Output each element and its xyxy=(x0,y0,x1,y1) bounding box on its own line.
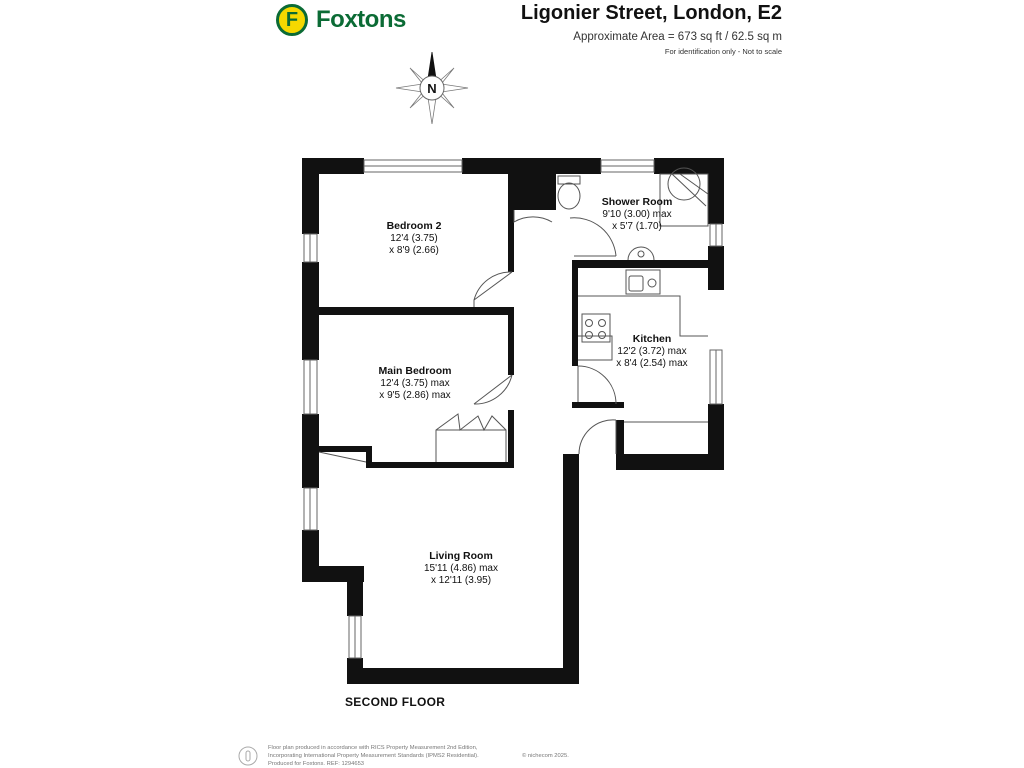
room-labels xyxy=(379,196,688,586)
identification-note: For identification only - Not to scale xyxy=(664,47,782,56)
copyright: © nichecom 2025. xyxy=(522,753,569,759)
living-room-name: Living Room xyxy=(429,550,493,562)
footer-line-1: Floor plan produced in accordance with RICS Property Measurement 2nd Edition, xyxy=(268,745,478,751)
kitchen-door xyxy=(578,366,616,404)
shower-room-dim2: x 5'7 (1.70) xyxy=(612,221,662,232)
shower-room-door xyxy=(514,210,552,222)
kitchen-dim1: 12'2 (3.72) max xyxy=(617,346,687,357)
footer-line-2: Incorporating International Property Measurement Standards (IPMS2 Residential). xyxy=(268,753,479,759)
bedroom2-dim1: 12'4 (3.75) xyxy=(390,233,438,244)
kitchen-counter xyxy=(578,296,708,336)
brand-name: Foxtons xyxy=(316,6,406,33)
compass-rose-icon xyxy=(396,52,468,124)
living-room-dim1: 15'11 (4.86) max xyxy=(424,563,498,574)
shower-room-name: Shower Room xyxy=(601,196,673,208)
walls xyxy=(302,158,724,684)
living-room-door xyxy=(579,420,616,454)
logo-badge-icon: F xyxy=(276,4,308,36)
kitchen-dim2: x 8'4 (2.54) max xyxy=(616,358,688,369)
main-bedroom-dim1: 12'4 (3.75) max xyxy=(380,378,450,389)
approximate-area: Approximate Area = 673 sq ft / 62.5 sq m xyxy=(573,31,782,43)
bedroom2-dim2: x 8'9 (2.66) xyxy=(389,245,439,256)
washbasin-icon xyxy=(628,247,654,260)
floor-label: SECOND FLOOR xyxy=(345,695,446,709)
wardrobe xyxy=(436,414,506,462)
property-title: Ligonier Street, London, E2 xyxy=(520,2,782,24)
kitchen-name: Kitchen xyxy=(632,333,672,345)
shower-room-dim1: 9'10 (3.00) max xyxy=(602,209,672,220)
bedroom2-name: Bedroom 2 xyxy=(386,220,442,232)
rics-badge-icon xyxy=(238,746,258,766)
compass-north-label: N xyxy=(427,81,437,96)
footer-notes xyxy=(268,744,479,768)
main-bedroom-name: Main Bedroom xyxy=(378,365,452,377)
main-bedroom-dim2: x 9'5 (2.86) max xyxy=(379,390,451,401)
living-room-dim2: x 12'11 (3.95) xyxy=(430,575,492,586)
footer-line-3: Produced for Foxtons. REF: 1294653 xyxy=(268,761,365,767)
